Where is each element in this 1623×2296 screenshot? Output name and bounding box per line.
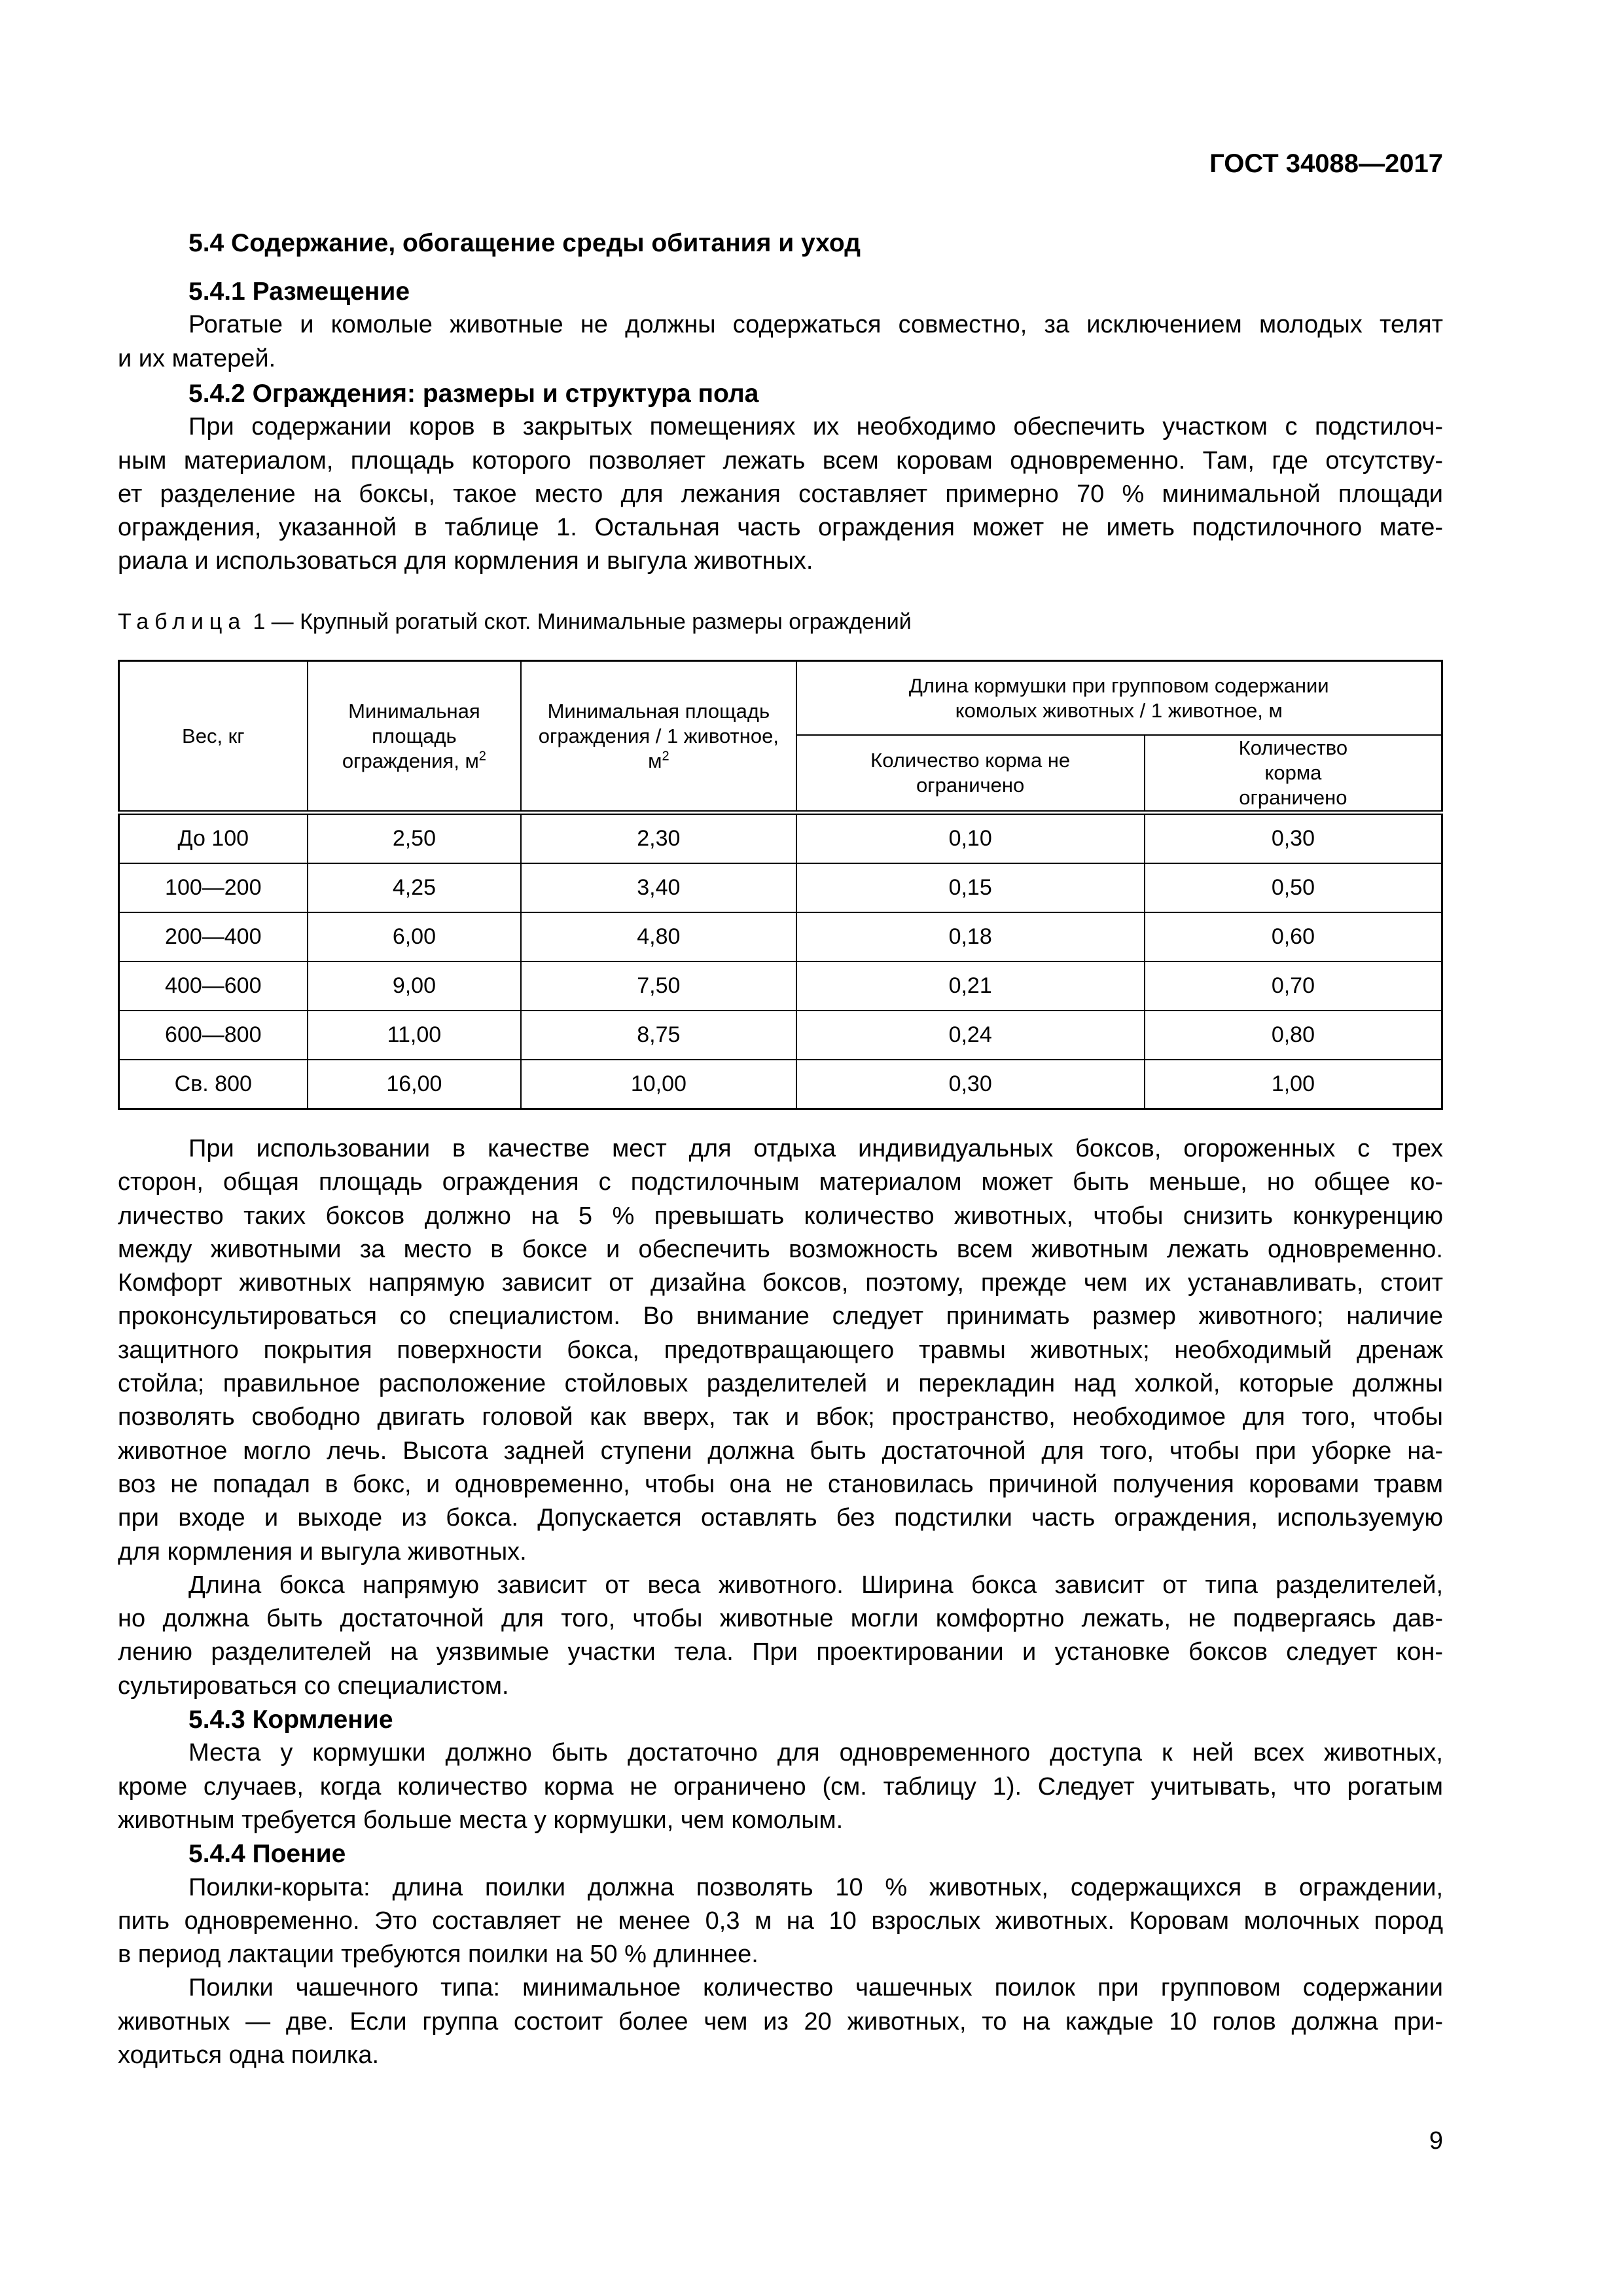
table-row [119, 912, 1442, 961]
text-line: в период лактации требуются поилки на 50 % длиннее. [118, 1941, 758, 1969]
table-cell: 4,80 [521, 912, 796, 961]
table-cell: 16,00 [308, 1060, 522, 1109]
text-line: сторон, общая площадь ограждения с подстилочным материалом может быть меньше, но общее ко- [118, 1168, 1443, 1196]
text-line: стойла; правильное расположение стойловых разделителей и перекладин над холкой, которые должны [118, 1370, 1443, 1398]
table-cell: 3,40 [521, 863, 796, 912]
table-cell: 10,00 [521, 1060, 796, 1109]
table-cell: 9,00 [308, 961, 522, 1011]
table-caption-text: 1 — Крупный рогатый скот. Минимальные размеры ограждений [253, 609, 912, 634]
section-5-4 [118, 226, 1443, 260]
table-cell: 0,10 [796, 813, 1145, 864]
header-weight: Вес, кг [119, 661, 308, 813]
table-cell: 2,30 [521, 813, 796, 864]
table-cell: 8,75 [521, 1011, 796, 1060]
text-line: ходиться одна поилка. [118, 2041, 380, 2070]
table-row [119, 813, 1442, 864]
table-row [119, 1060, 1442, 1109]
header-min-area-per-animal: Минимальная площадь ограждения / 1 животное, $м^2$ [521, 661, 796, 813]
section-5-4-1 [118, 275, 1443, 376]
header-min-area: Минимальная площадь ограждения, $м^2$ [308, 661, 522, 813]
text-line: животное могло лечь. Высота задней ступени должна быть достаточной для того, чтобы при уборке на- [118, 1437, 1443, 1465]
text-line: Комфорт животных напрямую зависит от дизайна боксов, поэтому, прежде чем их устанавливать, стоит [118, 1269, 1443, 1297]
table-cell: До 100 [119, 813, 308, 864]
text-line: пить одновременно. Это составляет не менее 0,3 м на 10 взрослых животных. Коровам молочных пород [118, 1907, 1443, 1935]
table-cell: 0,50 [1145, 863, 1442, 912]
table-cell: 0,30 [1145, 813, 1442, 864]
text-line: Поилки-корыта: длина поилки должна позволять 10 % животных, содержащихся в ограждении, [188, 1873, 1443, 1901]
text-line: животным требуется больше места у кормушки, чем комолым. [118, 1806, 844, 1834]
text-line: и их матерей. [118, 344, 276, 372]
header-feeder-length: Длина кормушки при групповом содержании комолых животных / 1 животное, м [796, 661, 1442, 736]
text-line: лению разделителей на уязвимые участки тела. При проектировании и установке боксов следует кон- [118, 1638, 1443, 1666]
text-line: кроме случаев, когда количество корма не ограничено (см. таблицу 1). Следует учитывать, что рогатым [118, 1772, 1443, 1801]
table-cell: 0,30 [796, 1060, 1145, 1109]
text-line: сультироваться со специалистом. [118, 1672, 509, 1700]
section-heading: 5.4 Содержание, обогащение среды обитания и уход [188, 229, 861, 257]
table-cell: 0,18 [796, 912, 1145, 961]
text-line: защитного покрытия поверхности бокса, предотвращающего травмы животных; необходимый дренаж [118, 1336, 1443, 1364]
text-line: риала и использоваться для кормления и выгула животных. [118, 547, 813, 575]
subsection-heading: 5.4.2 Ограждения: размеры и структура пола [188, 380, 759, 408]
table-cell: 7,50 [521, 961, 796, 1011]
table-row [119, 961, 1442, 1011]
header-feed-unlimited: Количество корма не ограничено [796, 735, 1145, 813]
table-cell: 11,00 [308, 1011, 522, 1060]
table-cell: 6,00 [308, 912, 522, 961]
text-line: между животными за место в боксе и обеспечить возможность всем животным лежать одновременно. [118, 1235, 1443, 1263]
text-line: При содержании коров в закрытых помещениях их необходимо обеспечить участком с подстилоч- [188, 413, 1443, 441]
table-cell: 100—200 [119, 863, 308, 912]
table-cell: 0,70 [1145, 961, 1442, 1011]
text-line: животных — две. Если группа состоит более чем из 20 животных, то на каждые 10 голов должна при- [118, 2007, 1443, 2036]
text-line: ным материалом, площадь которого позволяет лежать всем коровам одновременно. Там, где отсутству- [118, 446, 1443, 475]
subsection-heading: 5.4.4 Поение [188, 1840, 346, 1869]
table-cell: 2,50 [308, 813, 522, 864]
text-line: при входе и выходе из бокса. Допускается оставлять без подстилки часть ограждения, используемую [118, 1504, 1443, 1532]
table-row [119, 863, 1442, 912]
table-cell: 0,60 [1145, 912, 1442, 961]
text-line: Места у кормушки должно быть достаточно для одновременного доступа к ней всех животных, [188, 1739, 1443, 1767]
table-cell: 0,15 [796, 863, 1145, 912]
text-line: проконсультироваться со специалистом. Во внимание следует принимать размер животного; наличие [118, 1302, 1443, 1331]
enclosure-size-table [118, 660, 1443, 1110]
table-caption-label: Таблица [118, 609, 247, 634]
text-line: для кормления и выгула животных. [118, 1537, 527, 1566]
text-line: личество таких боксов должно на 5 % превышать количество животных, чтобы снизить конкуренцию [118, 1202, 1443, 1230]
text-line: позволять свободно двигать головой как вверх, так и вбок; пространство, необходимое для того, чтобы [118, 1403, 1443, 1431]
table-row [119, 1011, 1442, 1060]
text-line: При использовании в качестве мест для отдыха индивидуальных боксов, огороженных с трех [188, 1135, 1443, 1162]
table-cell: 200—400 [119, 912, 308, 961]
body-text [118, 1132, 1443, 2072]
subsection-heading: 5.4.3 Кормление [188, 1706, 393, 1734]
header-feed-limited: Количество корма ограничено [1145, 735, 1442, 813]
subsection-heading: 5.4.1 Размещение [188, 278, 410, 306]
section-5-4-2 [118, 377, 1443, 579]
text-line: Поилки чашечного типа: минимальное количество чашечных поилок при групповом содержании [188, 1974, 1443, 2002]
text-line: но должна быть достаточной для того, чтобы животные могли комфортно лежать, не подвергаясь дав- [118, 1605, 1443, 1633]
text-line: ет разделение на боксы, такое место для лежания составляет примерно 70 % минимальной площади [118, 480, 1443, 508]
table-cell: 4,25 [308, 863, 522, 912]
table-cell: 600—800 [119, 1011, 308, 1060]
table-cell: 0,24 [796, 1011, 1145, 1060]
table-cell: Св. 800 [119, 1060, 308, 1109]
page-number: 9 [1429, 2127, 1443, 2155]
document-id: ГОСТ 34088—2017 [1209, 149, 1443, 178]
text-line: ограждения, указанной в таблице 1. Остальная часть ограждения может не иметь подстилочного мате- [118, 514, 1443, 542]
text-line: Рогатые и комолые животные не должны содержаться совместно, за исключением молодых телят [188, 311, 1443, 339]
table-cell: 400—600 [119, 961, 308, 1011]
text-line: воз не попадал в бокс, и одновременно, чтобы она не становилась причиной получения коровами травм [118, 1470, 1443, 1498]
table-cell: 0,80 [1145, 1011, 1442, 1060]
table-cell: 1,00 [1145, 1060, 1442, 1109]
table-caption [118, 605, 912, 639]
table-cell: 0,21 [796, 961, 1145, 1011]
text-line: Длина бокса напрямую зависит от веса животного. Ширина бокса зависит от типа разделителей, [188, 1571, 1443, 1599]
